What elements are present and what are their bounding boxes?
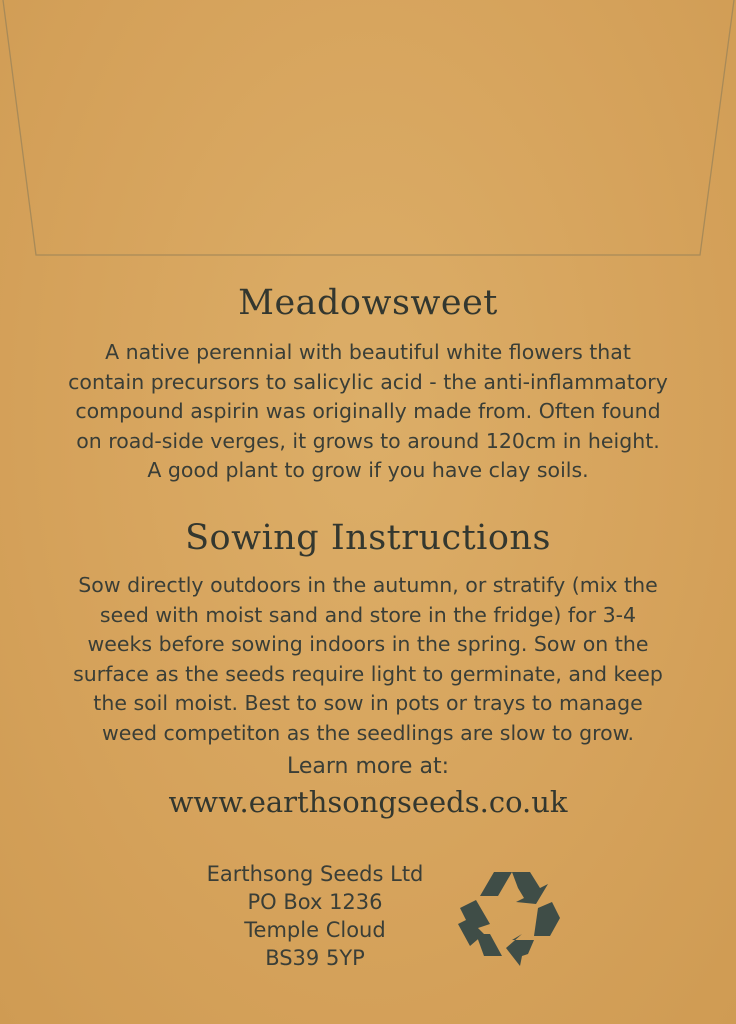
sowing-line: weeks before sowing indoors in the spring. Sow on the (87, 632, 649, 656)
sowing-line: seed with moist sand and store in the fridge) for 3-4 (99, 602, 637, 627)
product-description (40, 338, 696, 486)
description-line: contain precursors to salicylic acid - the anti-inflammatory (68, 369, 668, 394)
address-line: Temple Cloud (244, 918, 386, 942)
sowing-line: surface as the seeds require light to germinate, and keep (73, 661, 663, 686)
sowing-heading: Sowing Instructions (185, 518, 551, 558)
sowing-line: weed competiton as the seedlings are slow to grow. (101, 720, 635, 745)
description-line: A good plant to grow if you have clay soils. (147, 458, 589, 482)
address-line: BS39 5YP (265, 946, 365, 970)
recycle-icon (454, 862, 566, 966)
website-link[interactable]: www.earthsongseeds.co.uk (168, 785, 568, 819)
envelope-flap (0, 0, 736, 260)
company-address (180, 860, 450, 972)
description-line: on road-side verges, it grows to around 120cm in height. (76, 428, 660, 453)
product-name: Meadowsweet (238, 283, 498, 323)
description-line: compound aspirin was originally made from. Often found (75, 399, 661, 423)
learn-more-label: Learn more at: (287, 754, 449, 779)
address-line: PO Box 1236 (247, 890, 383, 914)
sowing-instructions (40, 571, 696, 748)
description-line: A native perennial with beautiful white flowers that (105, 340, 631, 364)
address-line: Earthsong Seeds Ltd (206, 862, 424, 886)
sowing-line: Sow directly outdoors in the autumn, or stratify (mix the (78, 573, 658, 597)
sowing-line: the soil moist. Best to sow in pots or trays to manage (93, 691, 643, 715)
